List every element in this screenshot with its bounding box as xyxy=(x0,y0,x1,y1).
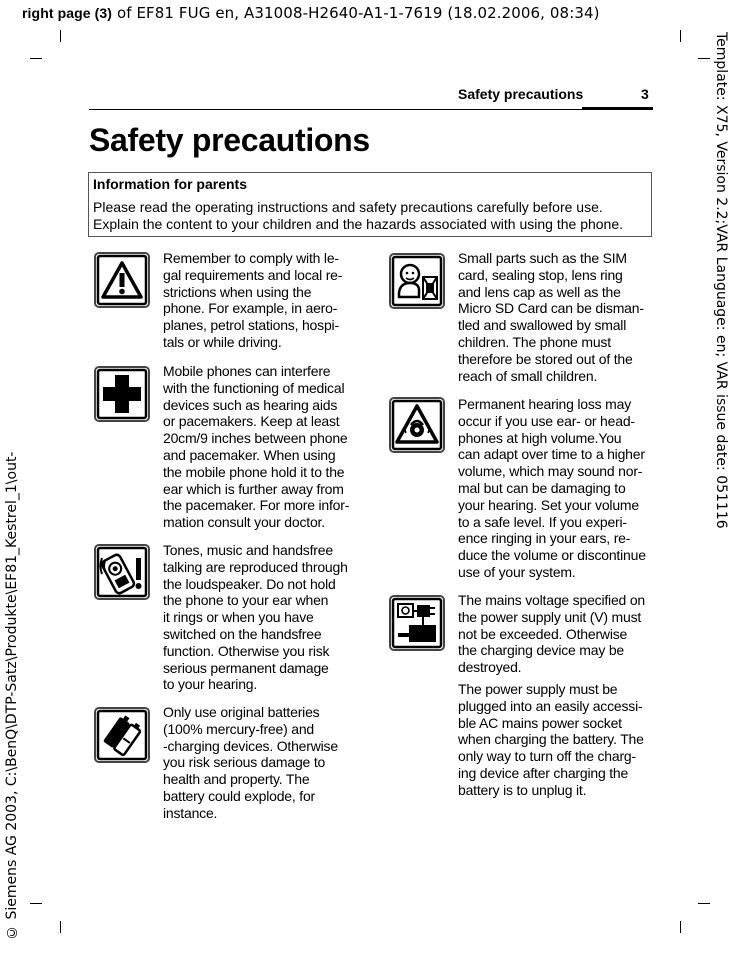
right-paragraph-2: Permanent hearing loss may occur if you use ear- or head- phones at high volume.You can adapt over time to a higher volume, which may sound nor- mal but can be damaging to your hearing. Set your volume to a safe level. If you experi- ence ringing in your ears, re- duce the volume or discontinue use of your system. xyxy=(458,396,646,580)
left-paragraph-4: Only use original batteries (100% mercury-free) and -charging devices. Otherwise you risk serious damage to health and property. The battery could explode, for instance. xyxy=(163,704,338,821)
parents-info-box xyxy=(88,172,652,237)
crop-mark-bl-v xyxy=(60,921,61,933)
crop-mark-tr-v xyxy=(680,30,681,42)
left-paragraph-3: Tones, music and handsfree talking are reproduced through the loudspeaker. Do not hold the phone to your ear when it rings or when you have switched on the handsfree function. Otherwise you risk serious permanent damage to your hearing. xyxy=(163,542,348,693)
batteries-icon xyxy=(94,707,150,763)
crop-mark-bl-h xyxy=(30,903,42,904)
parents-info-text: Please read the operating instructions and safety precautions carefully before use. Explain the content to your children and the hazards associated with using the phone. xyxy=(93,199,624,232)
document-running-header: right page (3) of EF81 FUG en, A31008-H2640-A1-1-7619 (18.02.2006, 08:34) xyxy=(22,4,600,22)
page-header-section: Safety precautions xyxy=(458,86,584,102)
right-paragraph-1: Small parts such as the SIM card, sealing stop, lens ring and lens cap as well as the Micro SD Card can be disman- tled and swallowed by small children. The phone must therefore be stored out of the reach of small children. xyxy=(458,250,644,384)
header-rule-accent xyxy=(582,107,653,110)
left-paragraph-1: Remember to comply with le- gal requirements and local re- strictions when using the phone. For example, in aero- planes, petrol stations, hospi- tals or while driving. xyxy=(163,250,343,350)
page-title: Safety precautions xyxy=(89,122,370,158)
warning-triangle-icon xyxy=(94,252,150,308)
crop-mark-tl-h xyxy=(30,58,42,59)
parents-info-heading: Information for parents xyxy=(93,176,248,192)
page-number: 3 xyxy=(641,86,649,102)
crop-mark-tr-h xyxy=(698,58,710,59)
medical-cross-icon xyxy=(94,366,150,422)
left-paragraph-2: Mobile phones can interfere with the functioning of medical devices such as hearing aids or pacemakers. Keep at least 20cm/9 inches between phone and pacemaker. When using the mobile phone hold it to the ear which is further away from the pacemaker. For more infor- mation consult your doctor. xyxy=(163,363,350,531)
template-info-vertical: Template: X75, Version 2.2;VAR Language: en; VAR issue date: 051116 xyxy=(713,32,729,529)
crop-mark-br-v xyxy=(680,921,681,933)
copyright-path-vertical: © Siemens AG 2003, C:\BenQ\DTP-Satz\Produkte\EF81_Kestrel_1\out- xyxy=(4,451,20,940)
crop-mark-tl-v xyxy=(60,30,61,42)
power-supply-icon xyxy=(389,595,445,651)
right-paragraph-4: The power supply must be plugged into an easily accessi- ble AC mains power socket when charging the battery. The only way to turn off the charg- ing device after charging the battery is to unplug it. xyxy=(458,681,644,798)
header-rule xyxy=(89,109,653,110)
phone-loudspeaker-icon xyxy=(94,544,150,600)
right-paragraph-3: The mains voltage specified on the power supply unit (V) must not be exceeded. Otherwise the charging device may be destroyed. xyxy=(458,592,645,676)
child-small-parts-icon xyxy=(389,253,445,309)
crop-mark-br-h xyxy=(698,903,710,904)
hearing-warning-icon xyxy=(389,397,445,453)
